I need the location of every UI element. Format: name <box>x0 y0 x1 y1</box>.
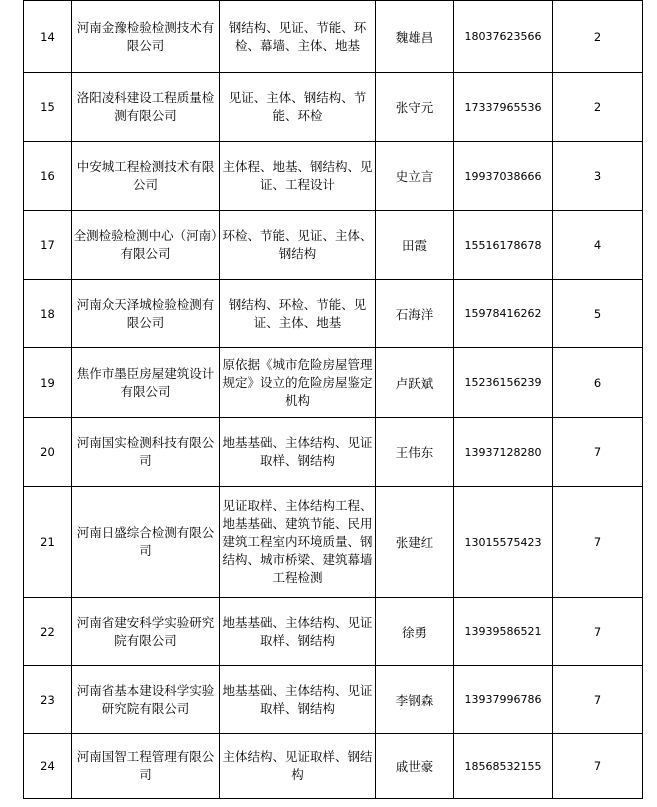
row-index: 16 <box>24 142 72 211</box>
company-name: 全测检验检测中心（河南）有限公司 <box>72 211 220 280</box>
contact-phone: 15516178678 <box>454 211 553 280</box>
contact-person: 徐勇 <box>376 598 454 666</box>
test-scope: 钢结构、见证、节能、环检、幕墙、主体、地基 <box>220 1 376 73</box>
company-name: 河南金豫检验检测技术有限公司 <box>72 1 220 73</box>
row-index: 23 <box>24 666 72 734</box>
company-name: 河南日盛综合检测有限公司 <box>72 487 220 598</box>
row-index: 14 <box>24 1 72 73</box>
table-row <box>24 348 643 418</box>
table-row <box>24 598 643 666</box>
row-count: 3 <box>553 142 643 211</box>
test-scope: 原依据《城市危险房屋管理规定》设立的危险房屋鉴定机构 <box>220 348 376 418</box>
contact-phone: 18568532155 <box>454 734 553 799</box>
table-row <box>24 418 643 487</box>
contact-phone: 13015575423 <box>454 487 553 598</box>
contact-person: 张建红 <box>376 487 454 598</box>
contact-person: 戚世豪 <box>376 734 454 799</box>
contact-phone: 15236156239 <box>454 348 553 418</box>
contact-phone: 13939586521 <box>454 598 553 666</box>
company-name: 河南众天泽城检验检测有限公司 <box>72 280 220 348</box>
company-name: 河南国实检测科技有限公司 <box>72 418 220 487</box>
test-scope: 钢结构、环检、节能、见证、主体、地基 <box>220 280 376 348</box>
test-scope: 地基基础、主体结构、见证取样、钢结构 <box>220 418 376 487</box>
row-count: 2 <box>553 73 643 142</box>
contact-person: 张守元 <box>376 73 454 142</box>
row-count: 4 <box>553 211 643 280</box>
row-index: 18 <box>24 280 72 348</box>
row-index: 24 <box>24 734 72 799</box>
test-scope: 主体程、地基、钢结构、见证、工程设计 <box>220 142 376 211</box>
company-name: 河南国智工程管理有限公司 <box>72 734 220 799</box>
contact-person: 史立言 <box>376 142 454 211</box>
company-name: 河南省基本建设科学实验研究院有限公司 <box>72 666 220 734</box>
company-name: 中安城工程检测技术有限公司 <box>72 142 220 211</box>
row-index: 22 <box>24 598 72 666</box>
contact-phone: 13937128280 <box>454 418 553 487</box>
row-count: 7 <box>553 598 643 666</box>
row-count: 7 <box>553 487 643 598</box>
row-index: 20 <box>24 418 72 487</box>
test-scope: 主体结构、见证取样、钢结构 <box>220 734 376 799</box>
table-row <box>24 211 643 280</box>
contact-phone: 17337965536 <box>454 73 553 142</box>
row-count: 7 <box>553 418 643 487</box>
test-scope: 环检、节能、见证、主体、钢结构 <box>220 211 376 280</box>
contact-person: 石海洋 <box>376 280 454 348</box>
contact-person: 李钢森 <box>376 666 454 734</box>
table-row <box>24 142 643 211</box>
table-row <box>24 73 643 142</box>
table-row <box>24 666 643 734</box>
test-scope: 见证、主体、钢结构、节能、环检 <box>220 73 376 142</box>
agency-table <box>23 0 643 799</box>
contact-person: 卢跃斌 <box>376 348 454 418</box>
table-row <box>24 734 643 799</box>
row-count: 2 <box>553 1 643 73</box>
test-scope: 见证取样、主体结构工程、地基基础、建筑节能、民用建筑工程室内环境质量、钢结构、城市桥梁、建筑幕墙工程检测 <box>220 487 376 598</box>
contact-phone: 18037623566 <box>454 1 553 73</box>
table-row <box>24 1 643 73</box>
test-scope: 地基基础、主体结构、见证取样、钢结构 <box>220 666 376 734</box>
contact-person: 田霞 <box>376 211 454 280</box>
row-count: 5 <box>553 280 643 348</box>
contact-person: 魏雄昌 <box>376 1 454 73</box>
contact-phone: 13937996786 <box>454 666 553 734</box>
contact-phone: 15978416262 <box>454 280 553 348</box>
table-row <box>24 280 643 348</box>
row-index: 19 <box>24 348 72 418</box>
row-count: 6 <box>553 348 643 418</box>
row-count: 7 <box>553 666 643 734</box>
row-count: 7 <box>553 734 643 799</box>
row-index: 17 <box>24 211 72 280</box>
contact-person: 王伟东 <box>376 418 454 487</box>
company-name: 洛阳凌科建设工程质量检测有限公司 <box>72 73 220 142</box>
contact-phone: 19937038666 <box>454 142 553 211</box>
test-scope: 地基基础、主体结构、见证取样、钢结构 <box>220 598 376 666</box>
company-name: 焦作市墨臣房屋建筑设计有限公司 <box>72 348 220 418</box>
row-index: 15 <box>24 73 72 142</box>
row-index: 21 <box>24 487 72 598</box>
table-row <box>24 487 643 598</box>
company-name: 河南省建安科学实验研究院有限公司 <box>72 598 220 666</box>
